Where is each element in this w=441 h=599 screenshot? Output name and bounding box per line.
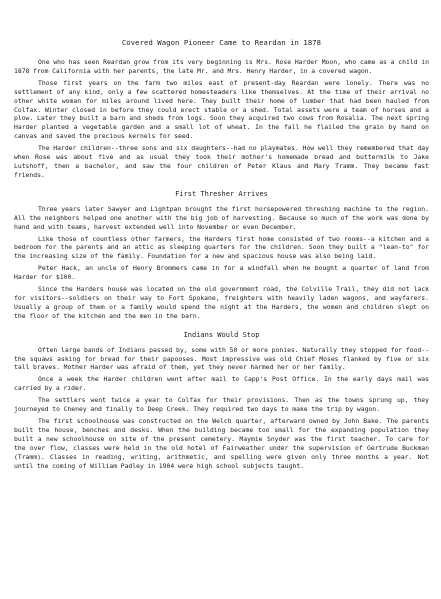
section-first-thresher (14, 190, 429, 321)
section-indians-would-stop (14, 331, 429, 471)
paragraph: Those first years on the farm two miles east of present-day Reardan were lonely. There was no settlement of any kind, only a few scattered homesteaders like themselves. At the time of their arrival no other white woman for miles around lived here. They built their home of lumber that had been hauled from Colfax. Winter closed in before they could erect stable or a shed. Total assets were a team of horses and a plow. Later they built a barn and sheds from logs. Soon they acquired two cows from Rosalia. The next spring Harder planted a vegetable garden and a small lot of wheat. In the fall he flailed the grain by hand on canvas and saved the precious kernels for seed. (14, 78, 429, 141)
section-heading: First Thresher Arrives (175, 189, 268, 198)
paragraph: Since the Harders house was located on the old government road, the Colville Trail, they did not lack for visitors--soldiers on their way to Fort Spokane, freighters with heavily laden wagons, and wayfarers. Usually a group of them or a family would spend the night at the Harders, the women and children slept on the floor of the kitchen and the men in the barn. (14, 285, 429, 320)
paragraph: Once a week the Harder children went after mail to Capp's Post Office. In the early days mail was carried by a rider. (14, 375, 429, 393)
article-title: Covered Wagon Pioneer Came to Reardan in 1878 (121, 38, 322, 47)
paragraph: Often large bands of Indians passed by, some with 50 or more ponies. Naturally they stopped for food--the squaws asking for bread for their papooses. Most impressive was old Chief Moses flanked by five or six tall braves. Mother Harder was afraid of them, yet they never harmed her or her family. (14, 345, 429, 372)
paragraph: The first schoolhouse was constructed on the Welch quarter, afterward owned by John Bake. The parents built the house, benches and desks. When the building became too small for the expanding population they built a new schoolhouse on site of the present cemetery. Maymie Snyder was the first teacher. To care for the over flow, classes were held in the old hotel of Fairweather under the supervision of Gertrude Buckman (Tramm). Classes in reading, writing, arithmetic, and spelling were given only three months a year. Not until the coming of William Padley in 1904 were high school subjects taught. (14, 417, 429, 470)
paragraph: Like those of countless other farmers, the Harders first home consisted of two rooms--a kitchen and a bedroom for the parents and an attic as sleeping quarters for the children. Soon they built a "lean-to" for the increasing size of the family. Foundation for a new and spacious house was also being laid. (14, 234, 429, 261)
paragraph: The settlers went twice a year to Colfax for their provisions. Then as the towns sprung up, they journeyed to Cheney and finally to Deep Creek. They required two days to make the trip by wagon. (14, 396, 429, 414)
paragraph: Peter Hack, an uncle of Henry Brommers came in for a windfall when he bought a quarter of land from Harder for $100. (14, 264, 429, 282)
paragraph: The Harder children--three sons and six daughters--had no playmates. How well they remembered that day when Rose was about five and as usual they took their mother's homemade bread and buttermilk to Jake Lutshoff, then a bachelor, and saw the four children of Peter Klaus and Mary Tramm. They became fast friends. (14, 144, 429, 179)
section-heading: Indians Would Stop (183, 330, 260, 339)
paragraph: One who has seen Reardan grow from its very beginning is Mrs. Rose Harder Moon, who came as a child in 1878 from California with her parents, the late Mr. and Mrs. Henry Harder, in a covered wagon. (14, 58, 429, 75)
section-intro (14, 58, 429, 180)
paragraph: Three years later Sawyer and Lightpan brought the first horsepowered threshing machine to the region. All the neighbors helped one another with the big job of harvesting. Because so much of the work was done by hand and with teams, harvest extended well into November or even December. (14, 204, 429, 231)
